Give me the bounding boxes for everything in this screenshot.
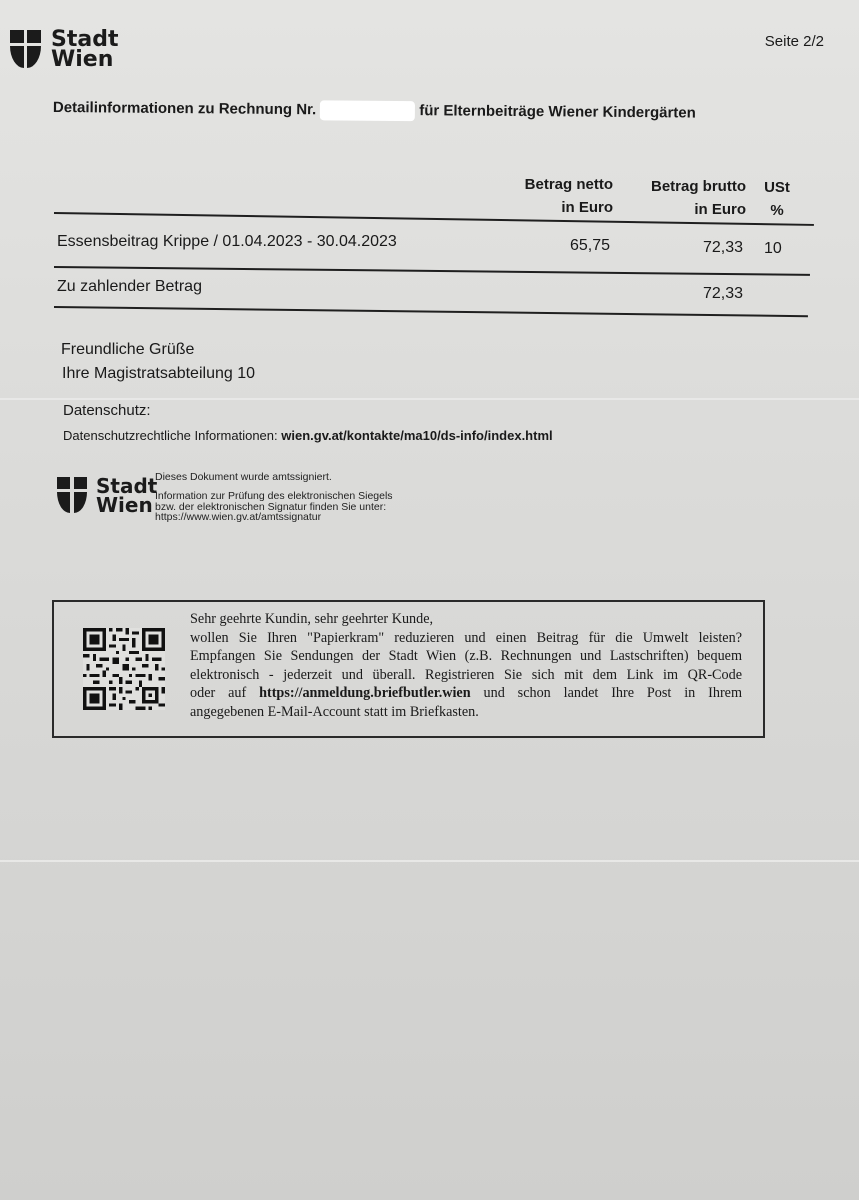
logo-line-2: Wien <box>51 47 114 72</box>
heading-before: Detailinformationen zu Rechnung Nr. <box>52 98 317 119</box>
heading-after: für Elternbeiträge Wiener Kindergärten <box>419 102 696 122</box>
signature-info-1: Information zur Prüfung des elektronischen Siegels <box>155 490 393 502</box>
promo-line-5: oder auf https://anmeldung.briefbutler.wien und schon landet Ihre Post in Ihrem <box>190 685 743 701</box>
closing-greeting: Freundliche Grüße <box>61 341 195 358</box>
total-label: Zu zahlender Betrag <box>57 278 202 295</box>
promo-line-2: wollen Sie Ihren "Papierkram" reduzieren und einen Beitrag für die Umwelt leisten? <box>190 629 742 646</box>
promo-line-4: elektronisch - jederzeit und überall. Registrieren Sie sich mit dem Link im QR-Code <box>190 666 742 683</box>
closing-department: Ihre Magistratsabteilung 10 <box>62 365 255 382</box>
qr-code-icon[interactable] <box>83 628 165 710</box>
stadt-wien-logo <box>10 27 119 72</box>
promo-salutation: Sehr geehrte Kundin, sehr geehrter Kunde, <box>190 611 434 627</box>
privacy-link[interactable]: wien.gv.at/kontakte/ma10/ds-info/index.html <box>281 428 553 443</box>
document-heading <box>53 98 696 124</box>
redacted-invoice-number <box>320 100 415 121</box>
signature-url: https://www.wien.gv.at/amtssignatur <box>155 511 322 523</box>
paper-fold <box>0 860 859 862</box>
sig-logo-line-1: Stadt <box>96 474 158 498</box>
signature-info-2: bzw. der elektronischen Signatur finden Sie unter: <box>155 501 387 513</box>
row-brutto: 72,33 <box>702 239 743 256</box>
signature-note: Dieses Dokument wurde amtssigniert. <box>155 471 332 483</box>
logo-line-1: Stadt <box>51 27 119 52</box>
paper-fold <box>0 398 859 400</box>
total-brutto: 72,33 <box>702 285 743 302</box>
col-header-netto: Betrag netto in Euro <box>524 176 613 216</box>
promo-line-3: Empfangen Sie Sendungen der Stadt Wien (z.B. Rechnungen und Lastschriften) bequem <box>190 648 742 664</box>
col-header-ust: USt % <box>764 179 790 219</box>
vienna-shield-icon <box>10 30 41 68</box>
page-number: Seite 2/2 <box>764 33 824 50</box>
signature-logo <box>57 474 158 517</box>
table-total-rule <box>54 306 808 317</box>
privacy-info <box>63 428 553 443</box>
privacy-text: Datenschutzrechtliche Informationen: <box>63 428 278 443</box>
row-description: Essensbeitrag Krippe / 01.04.2023 - 30.04.2023 <box>57 233 397 250</box>
briefbutler-link[interactable]: https://anmeldung.briefbutler.wien <box>259 685 471 701</box>
col-header-brutto: Betrag brutto in Euro <box>651 178 746 218</box>
vienna-shield-icon <box>57 477 87 513</box>
row-netto: 65,75 <box>569 237 610 254</box>
sig-logo-line-2: Wien <box>96 493 153 517</box>
table-row-rule <box>54 266 810 276</box>
row-ust: 10 <box>764 240 782 257</box>
promo-line-6: angegebenen E-Mail-Account statt im Briefkasten. <box>190 703 479 720</box>
promo-text <box>190 610 742 721</box>
privacy-title: Datenschutz: <box>63 402 151 419</box>
